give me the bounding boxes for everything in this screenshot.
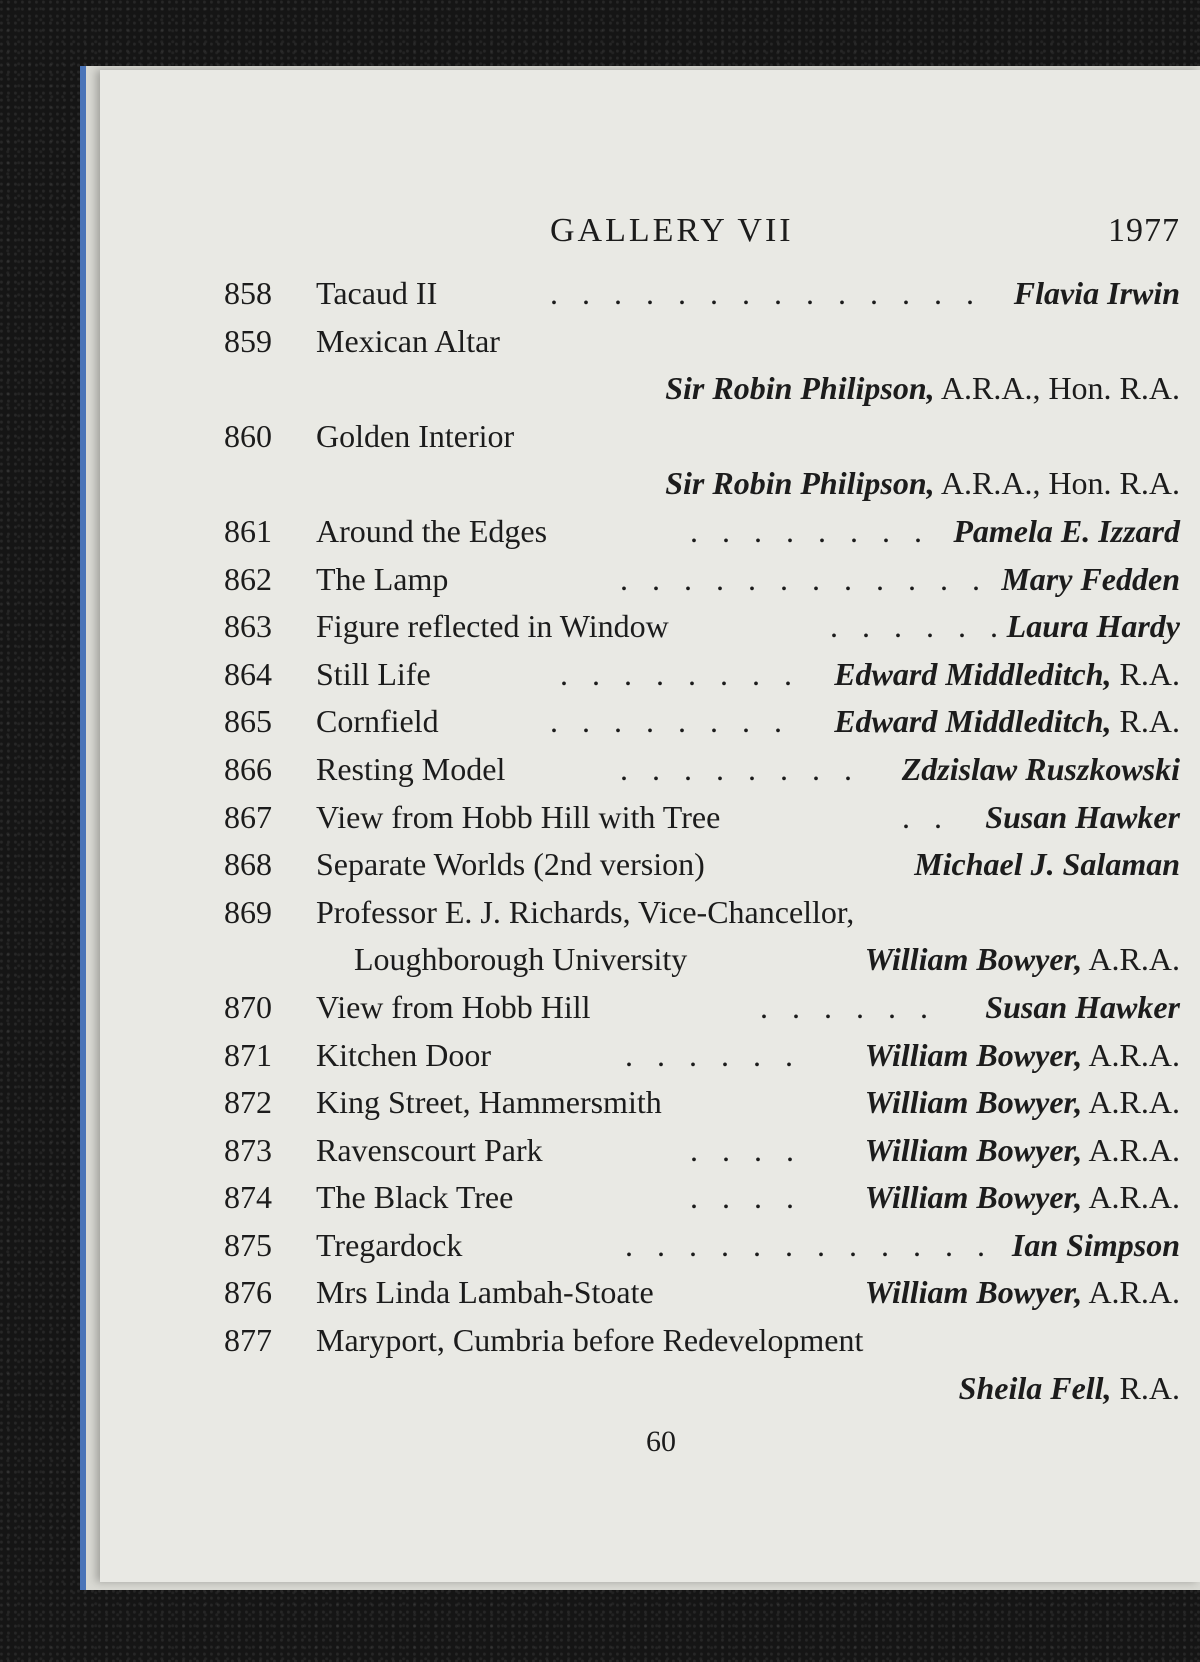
list-item (100, 698, 1180, 746)
work-title: Mrs Linda Lambah-Stoate (316, 1274, 654, 1311)
list-item (100, 1269, 1180, 1317)
artist-credit (865, 1174, 1180, 1222)
work-title: Still Life (316, 655, 431, 692)
catalogue-number: 874 (224, 1179, 272, 1216)
catalogue-number: 875 (224, 1226, 272, 1263)
work-title: The Lamp (316, 560, 449, 597)
artist-honours: A.R.A., Hon. R.A. (934, 370, 1180, 407)
catalogue-number: 864 (224, 655, 272, 692)
artist-name: Susan Hawker (985, 798, 1180, 835)
list-item (100, 794, 1180, 842)
catalogue-number: 859 (224, 322, 272, 359)
leader-dots: . . . . . . (760, 988, 936, 1025)
artist-credit (902, 746, 1180, 794)
catalogue-number: 876 (224, 1274, 272, 1311)
leader-dots: . . (902, 798, 950, 835)
artist-name: Pamela E. Izzard (953, 512, 1180, 549)
artist-name: William Bowyer, (864, 1179, 1083, 1216)
work-title: Ravenscourt Park (316, 1131, 543, 1168)
artist-credit (1007, 603, 1180, 651)
catalogue-number: 871 (224, 1036, 272, 1073)
list-item (100, 556, 1180, 604)
artist-honours: A.R.A. (1082, 1131, 1180, 1168)
work-title: Professor E. J. Richards, Vice-Chancellor, (316, 893, 855, 930)
artist-credit (865, 1269, 1180, 1317)
running-header (100, 212, 1180, 258)
work-title: Maryport, Cumbria before Redevelopment (316, 1322, 864, 1359)
gallery-title: GALLERY VII (550, 212, 794, 249)
leader-dots: . . . . . . (625, 1036, 801, 1073)
list-item (100, 889, 1180, 937)
artist-credit (865, 1127, 1180, 1175)
catalogue-number: 860 (224, 417, 272, 454)
leader-dots: . . . . . . . . . . . . (625, 1226, 993, 1263)
artist-name: Zdzislaw Ruszkowski (901, 750, 1180, 787)
list-item (100, 318, 1180, 366)
list-item (100, 270, 1180, 318)
list-item (100, 1222, 1180, 1270)
artist-credit (953, 508, 1180, 556)
artist-name: William Bowyer, (864, 1274, 1083, 1311)
catalogue-number: 873 (224, 1131, 272, 1168)
catalogue-page (100, 70, 1200, 1582)
artist-credit (865, 1032, 1180, 1080)
list-item (100, 1174, 1180, 1222)
leader-dots: . . . . . . . . (620, 750, 860, 787)
leader-dots: . . . . . . . . (690, 512, 930, 549)
artist-honours: A.R.A. (1082, 1084, 1180, 1121)
artist-honours: A.R.A., Hon. R.A. (934, 465, 1180, 502)
artist-honours: A.R.A. (1082, 941, 1180, 978)
leader-dots: . . . . . . . . (550, 703, 790, 740)
artist-honours: A.R.A. (1082, 1036, 1180, 1073)
leader-dots: . . . . (690, 1131, 802, 1168)
artist-honours: R.A. (1111, 1369, 1180, 1406)
artist-honours: R.A. (1111, 703, 1180, 740)
catalogue-number: 858 (224, 275, 272, 311)
catalogue-number: 872 (224, 1084, 272, 1121)
work-title: Resting Model (316, 750, 506, 787)
artist-name: William Bowyer, (864, 1084, 1083, 1121)
catalogue-number: 877 (224, 1322, 272, 1359)
work-title: Figure reflected in Window (316, 608, 669, 645)
leader-dots: . . . . . . . . (560, 655, 800, 692)
artist-credit (865, 936, 1180, 984)
artist-name: Edward Middleditch, (834, 655, 1112, 692)
catalogue-number: 869 (224, 893, 272, 930)
catalogue-number: 865 (224, 703, 272, 740)
artist-credit (914, 841, 1180, 889)
leader-dots: . . . . . . . . . . . . (620, 560, 988, 597)
artist-honours: A.R.A. (1082, 1274, 1180, 1311)
entry-list (100, 270, 1180, 1412)
catalogue-number: 868 (224, 846, 272, 883)
artist-credit (1001, 556, 1180, 604)
artist-name: Sir Robin Philipson, (665, 465, 935, 502)
list-item (100, 603, 1180, 651)
artist-honours: R.A. (1111, 655, 1180, 692)
work-title: View from Hobb Hill with Tree (316, 798, 721, 835)
artist-credit (834, 698, 1180, 746)
list-item (100, 365, 1180, 413)
list-item (100, 413, 1180, 461)
leader-dots: . . . . . . . . . . . . . . (550, 275, 982, 311)
work-title: Separate Worlds (2nd version) (316, 846, 705, 883)
work-title: Cornfield (316, 703, 439, 740)
work-title: View from Hobb Hill (316, 988, 591, 1025)
artist-name: Flavia Irwin (1013, 275, 1180, 311)
list-item (100, 1365, 1180, 1413)
artist-name: Susan Hawker (985, 988, 1180, 1025)
work-title: Tacaud II (316, 275, 438, 311)
list-item (100, 936, 1180, 984)
page-number: 60 (646, 1425, 676, 1458)
artist-credit (865, 1079, 1180, 1127)
artist-name: William Bowyer, (864, 1036, 1083, 1073)
list-item (100, 508, 1180, 556)
work-title: Kitchen Door (316, 1036, 492, 1073)
catalogue-number: 862 (224, 560, 272, 597)
work-title: Tregardock (316, 1226, 463, 1263)
list-item (100, 651, 1180, 699)
work-title: The Black Tree (316, 1179, 514, 1216)
artist-credit (1014, 270, 1180, 318)
leader-dots: . . . . . . (830, 608, 1006, 645)
leader-dots: . . . . (690, 1179, 802, 1216)
list-item (100, 1032, 1180, 1080)
work-title: King Street, Hammersmith (316, 1084, 662, 1121)
artist-credit (985, 794, 1180, 842)
artist-name: Ian Simpson (1011, 1226, 1180, 1263)
work-title: Loughborough University (354, 941, 688, 978)
work-title: Golden Interior (316, 417, 515, 454)
catalogue-number: 870 (224, 988, 272, 1025)
artist-credit (665, 460, 1180, 508)
work-title: Mexican Altar (316, 322, 500, 359)
catalogue-number: 861 (224, 512, 272, 549)
list-item (100, 984, 1180, 1032)
catalogue-number: 866 (224, 750, 272, 787)
artist-name: William Bowyer, (864, 941, 1083, 978)
list-item (100, 1079, 1180, 1127)
artist-credit (834, 651, 1180, 699)
work-title: Around the Edges (316, 512, 548, 549)
catalogue-number: 867 (224, 798, 272, 835)
artist-name: Edward Middleditch, (834, 703, 1112, 740)
artist-credit (1012, 1222, 1180, 1270)
artist-name: Sir Robin Philipson, (665, 370, 935, 407)
artist-name: Sheila Fell, (958, 1369, 1112, 1406)
artist-credit (959, 1365, 1180, 1413)
list-item (100, 1127, 1180, 1175)
artist-name: Laura Hardy (1006, 608, 1180, 645)
catalogue-number: 863 (224, 608, 272, 645)
year-label: 1977 (1108, 212, 1180, 249)
list-item (100, 746, 1180, 794)
list-item (100, 460, 1180, 508)
artist-name: William Bowyer, (864, 1131, 1083, 1168)
list-item (100, 841, 1180, 889)
artist-credit (985, 984, 1180, 1032)
artist-credit (665, 365, 1180, 413)
artist-honours: A.R.A. (1082, 1179, 1180, 1216)
artist-name: Mary Fedden (1001, 560, 1180, 597)
artist-name: Michael J. Salaman (914, 846, 1180, 883)
list-item (100, 1317, 1180, 1365)
